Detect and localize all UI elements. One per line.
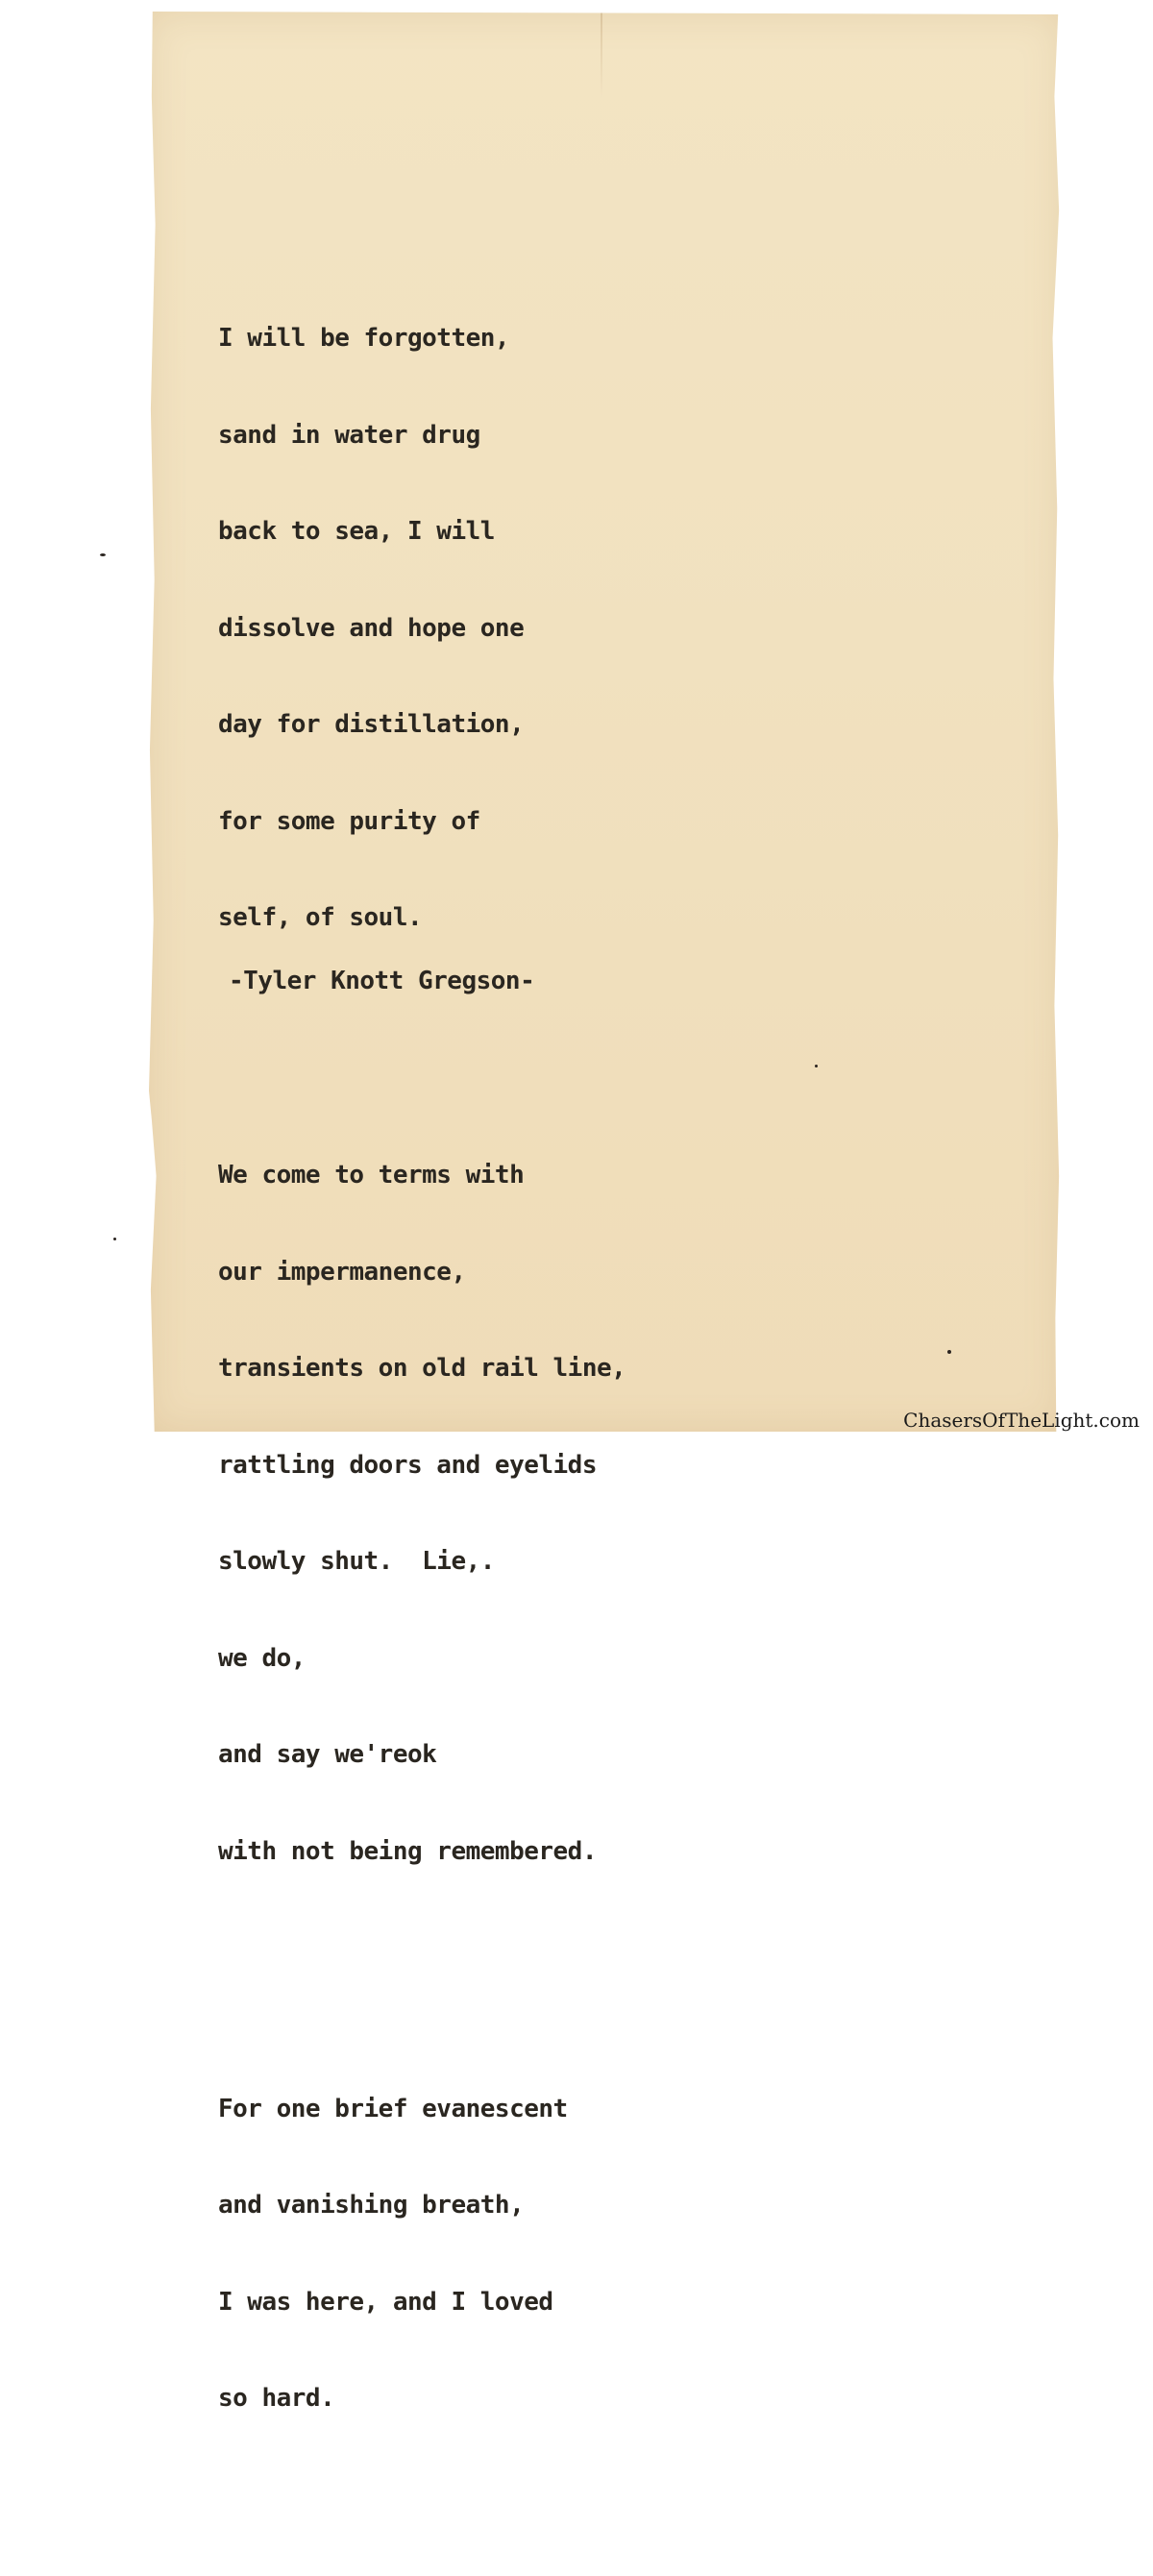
ink-speck [815, 1065, 818, 1067]
poem-stanza-3 [218, 2029, 626, 2480]
site-watermark: ChasersOfTheLight.com [903, 1409, 1140, 1432]
poem-line: and say we'reok [218, 1740, 437, 1769]
poem-line: day for distillation, [218, 710, 525, 739]
paper-fold-mark [601, 12, 602, 98]
poem-line: sand in water drug [218, 420, 480, 450]
ink-speck [947, 1350, 951, 1354]
poem-line: our impermanence, [218, 1257, 466, 1287]
poem-body [218, 194, 626, 2576]
ink-speck [113, 1238, 116, 1240]
poem-line: rattling doors and eyelids [218, 1450, 597, 1480]
poem-stanza-1 [218, 258, 626, 999]
poem-line: we do, [218, 1643, 306, 1673]
ink-speck [100, 553, 106, 556]
poem-line: self, of soul. [218, 903, 423, 932]
poem-line: slowly shut. Lie,. [218, 1547, 495, 1576]
poem-line: I was here, and I loved [218, 2287, 553, 2317]
poem-line: with not being remembered. [218, 1836, 597, 1866]
poem-signature: -Tyler Knott Gregson- [229, 967, 535, 995]
poem-line: and vanishing breath, [218, 2191, 525, 2220]
poem-line: I will be forgotten, [218, 324, 510, 353]
poem-line: back to sea, I will [218, 517, 495, 546]
poem-line: for some purity of [218, 806, 480, 836]
poem-line: For one brief evanescent [218, 2094, 568, 2123]
poem-line: dissolve and hope one [218, 613, 525, 643]
poem-stanza-2 [218, 1095, 626, 1932]
poem-line: transients on old rail line, [218, 1354, 626, 1383]
poem-line: We come to terms with [218, 1161, 525, 1190]
poem-line: so hard. [218, 2384, 335, 2413]
